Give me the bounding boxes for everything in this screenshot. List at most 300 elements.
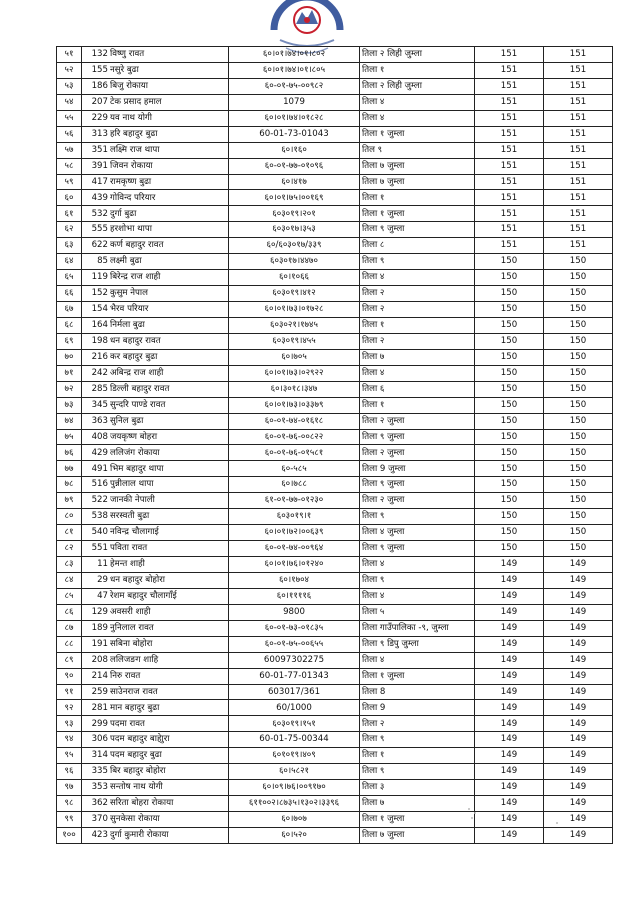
candidate-name-cell: भिम बहादुर थापा [109, 461, 229, 477]
address-cell: तिला ५ [360, 604, 475, 620]
serial-number-cell: ९३ [57, 716, 82, 732]
marks-total-cell: 150 [544, 286, 613, 302]
table-row [57, 732, 613, 748]
table-row [57, 748, 613, 764]
candidate-name-cell: मान बहादुर बुढा [109, 700, 229, 716]
address-cell: तिला १ [360, 62, 475, 78]
citizenship-number-cell: ६०३०१९।१ [229, 509, 360, 525]
roll-number-cell: 345 [82, 397, 110, 413]
address-cell: तिला 9 [360, 700, 475, 716]
roll-number-cell: 313 [82, 126, 110, 142]
marks-total-cell: 150 [544, 349, 613, 365]
serial-number-cell: ८० [57, 509, 82, 525]
roll-number-cell: 555 [82, 222, 110, 238]
citizenship-number-cell: ६०-०१-७४-०१६१८ [229, 413, 360, 429]
address-cell: तिला 8 [360, 684, 475, 700]
address-cell: तिला २ जुम्ला [360, 413, 475, 429]
marks-total-cell: 150 [544, 270, 613, 286]
address-cell: तिला ९ [360, 509, 475, 525]
address-cell: तिला ९ जुम्ला [360, 541, 475, 557]
candidate-name-cell: अबिन्द्र राज शाही [109, 365, 229, 381]
table-row [57, 557, 613, 573]
serial-number-cell: ६३ [57, 238, 82, 254]
scan-speck [474, 812, 476, 814]
marks-total-cell: 151 [544, 206, 613, 222]
marks-total-cell: 151 [544, 94, 613, 110]
serial-number-cell: ८४ [57, 572, 82, 588]
marks-total-cell: 150 [544, 493, 613, 509]
table-row [57, 190, 613, 206]
table-row [57, 333, 613, 349]
address-cell: तिला १ जुम्ला [360, 126, 475, 142]
marks-obtained-cell: 150 [475, 349, 544, 365]
candidate-name-cell: हरि बहादुर बुढा [109, 126, 229, 142]
marks-obtained-cell: 149 [475, 812, 544, 828]
marks-total-cell: 151 [544, 78, 613, 94]
citizenship-number-cell: ६०३०१७।३५३ [229, 222, 360, 238]
candidate-name-cell: सरिता बोहरा रोकाया [109, 796, 229, 812]
address-cell: तिला ९ डिपु जुम्ला [360, 636, 475, 652]
candidate-name-cell: ललिजंग राेकाया [109, 445, 229, 461]
marks-total-cell: 150 [544, 333, 613, 349]
marks-total-cell: 151 [544, 174, 613, 190]
citizenship-number-cell: ६०।५८२१ [229, 764, 360, 780]
marks-obtained-cell: 150 [475, 477, 544, 493]
marks-obtained-cell: 149 [475, 636, 544, 652]
marks-total-cell: 150 [544, 509, 613, 525]
marks-obtained-cell: 149 [475, 764, 544, 780]
marks-total-cell: 151 [544, 110, 613, 126]
table-row [57, 222, 613, 238]
citizenship-number-cell: ६०।१०६६ [229, 270, 360, 286]
citizenship-number-cell: ६०।११११६ [229, 588, 360, 604]
marks-obtained-cell: 150 [475, 365, 544, 381]
roll-number-cell: 229 [82, 110, 110, 126]
marks-total-cell: 149 [544, 732, 613, 748]
marks-total-cell: 150 [544, 413, 613, 429]
marks-total-cell: 151 [544, 190, 613, 206]
address-cell: तिला ९ जुम्ला [360, 222, 475, 238]
marks-obtained-cell: 151 [475, 222, 544, 238]
address-cell: तिला ४ [360, 110, 475, 126]
roll-number-cell: 299 [82, 716, 110, 732]
serial-number-cell: ७५ [57, 429, 82, 445]
roll-number-cell: 335 [82, 764, 110, 780]
marks-total-cell: 151 [544, 62, 613, 78]
address-cell: तिला ४ [360, 365, 475, 381]
address-cell: तिल ९ [360, 142, 475, 158]
citizenship-number-cell: ६०।०१।७३।०३३७९ [229, 397, 360, 413]
address-cell: तिला २ [360, 716, 475, 732]
address-cell: तिला २ लिही जुम्ला [360, 78, 475, 94]
citizenship-number-cell: 60-01-75-00344 [229, 732, 360, 748]
address-cell: तिला २ जुम्ला [360, 445, 475, 461]
marks-obtained-cell: 151 [475, 190, 544, 206]
serial-number-cell: ८६ [57, 604, 82, 620]
citizenship-number-cell: ६०।०१।७४।०१।८०५ [229, 62, 360, 78]
candidate-name-cell: पुन्नीलाल थापा [109, 477, 229, 493]
candidate-name-cell: गोविन्द परियार [109, 190, 229, 206]
marks-total-cell: 149 [544, 764, 613, 780]
address-cell: तिला १ जुम्ला [360, 668, 475, 684]
roll-number-cell: 155 [82, 62, 110, 78]
citizenship-number-cell: ६०१०१९।४०९ [229, 748, 360, 764]
candidate-name-cell: बिर बहादुर बोहोरा [109, 764, 229, 780]
roll-number-cell: 208 [82, 652, 110, 668]
citizenship-number-cell: 60-01-77-01343 [229, 668, 360, 684]
citizenship-number-cell: ६०/६०३०१७/३३९ [229, 238, 360, 254]
marks-obtained-cell: 149 [475, 588, 544, 604]
roll-number-cell: 551 [82, 541, 110, 557]
address-cell: तिला ७ जुम्ला [360, 158, 475, 174]
marks-obtained-cell: 150 [475, 525, 544, 541]
marks-obtained-cell: 151 [475, 206, 544, 222]
candidate-name-cell: धन बहादुर रावत [109, 333, 229, 349]
marks-obtained-cell: 149 [475, 700, 544, 716]
candidate-name-cell: पदमा रावत [109, 716, 229, 732]
marks-obtained-cell: 150 [475, 270, 544, 286]
serial-number-cell: ५६ [57, 126, 82, 142]
citizenship-number-cell: ६०-०१-७३-०१८३५ [229, 620, 360, 636]
marks-obtained-cell: 151 [475, 47, 544, 63]
table-row [57, 827, 613, 843]
citizenship-number-cell: ६०।०१।७६।०१२४० [229, 557, 360, 573]
citizenship-number-cell: ६११००२।८७३५।१३०२।३३९६ [229, 796, 360, 812]
serial-number-cell: ५१ [57, 47, 82, 63]
marks-obtained-cell: 151 [475, 110, 544, 126]
candidate-name-cell: जानकी नेपाली [109, 493, 229, 509]
serial-number-cell: ६६ [57, 286, 82, 302]
table-row [57, 429, 613, 445]
marks-obtained-cell: 149 [475, 668, 544, 684]
address-cell: तिला ४ [360, 270, 475, 286]
roll-number-cell: 491 [82, 461, 110, 477]
marks-total-cell: 149 [544, 620, 613, 636]
marks-obtained-cell: 151 [475, 94, 544, 110]
table-row [57, 110, 613, 126]
address-cell: तिला १ जुम्ला [360, 206, 475, 222]
candidate-name-cell: पदम बहादुर बुढा [109, 748, 229, 764]
serial-number-cell: ७४ [57, 413, 82, 429]
roll-number-cell: 522 [82, 493, 110, 509]
table-row [57, 700, 613, 716]
marks-total-cell: 150 [544, 381, 613, 397]
table-row [57, 541, 613, 557]
serial-number-cell: ६९ [57, 333, 82, 349]
marks-total-cell: 149 [544, 588, 613, 604]
address-cell: तिला ४ [360, 94, 475, 110]
marks-obtained-cell: 151 [475, 174, 544, 190]
marks-total-cell: 150 [544, 397, 613, 413]
roll-number-cell: 191 [82, 636, 110, 652]
serial-number-cell: ९९ [57, 812, 82, 828]
citizenship-number-cell: 603017/361 [229, 684, 360, 700]
roll-number-cell: 29 [82, 572, 110, 588]
table-row [57, 413, 613, 429]
serial-number-cell: ८७ [57, 620, 82, 636]
serial-number-cell: ८१ [57, 525, 82, 541]
table-row [57, 525, 613, 541]
table-row [57, 588, 613, 604]
table-row [57, 238, 613, 254]
marks-total-cell: 149 [544, 700, 613, 716]
roll-number-cell: 540 [82, 525, 110, 541]
roll-number-cell: 164 [82, 317, 110, 333]
address-cell: तिला ८ [360, 238, 475, 254]
marks-obtained-cell: 150 [475, 381, 544, 397]
citizenship-number-cell: 9800 [229, 604, 360, 620]
candidate-name-cell: यव नाथ योगी [109, 110, 229, 126]
address-cell: तिला ४ [360, 588, 475, 604]
table-row [57, 365, 613, 381]
marks-obtained-cell: 149 [475, 748, 544, 764]
address-cell: तिला १ [360, 397, 475, 413]
serial-number-cell: ६१ [57, 206, 82, 222]
marks-total-cell: 149 [544, 812, 613, 828]
marks-total-cell: 150 [544, 429, 613, 445]
roll-number-cell: 423 [82, 827, 110, 843]
roll-number-cell: 281 [82, 700, 110, 716]
roll-number-cell: 306 [82, 732, 110, 748]
citizenship-number-cell: ६०।०१।७५।००१६९ [229, 190, 360, 206]
citizenship-number-cell: ६०।०१।७३।०१७२८ [229, 302, 360, 318]
roll-number-cell: 353 [82, 780, 110, 796]
citizenship-number-cell: ६०-०१-७६-०१५८१ [229, 445, 360, 461]
citizenship-number-cell: ६०-०१-७५-००६५५ [229, 636, 360, 652]
citizenship-number-cell: ६०।१७०४ [229, 572, 360, 588]
candidate-name-cell: बिरेन्द्र राज शाही [109, 270, 229, 286]
table-row [57, 716, 613, 732]
serial-number-cell: ५४ [57, 94, 82, 110]
marks-obtained-cell: 150 [475, 413, 544, 429]
scan-speck [556, 822, 558, 824]
marks-obtained-cell: 149 [475, 684, 544, 700]
marks-total-cell: 151 [544, 158, 613, 174]
marks-obtained-cell: 149 [475, 796, 544, 812]
results-table [56, 46, 613, 844]
marks-obtained-cell: 151 [475, 238, 544, 254]
serial-number-cell: ९७ [57, 780, 82, 796]
table-row [57, 47, 613, 63]
citizenship-number-cell: ६०३०१९।१५१ [229, 716, 360, 732]
marks-obtained-cell: 151 [475, 62, 544, 78]
address-cell: तिला २ [360, 302, 475, 318]
table-row [57, 302, 613, 318]
roll-number-cell: 198 [82, 333, 110, 349]
candidate-name-cell: कर्ण बहादुर रावत [109, 238, 229, 254]
roll-number-cell: 214 [82, 668, 110, 684]
address-cell: तिला ९ [360, 764, 475, 780]
marks-total-cell: 149 [544, 572, 613, 588]
candidate-name-cell: रेशम बहादुर चौलागाँई [109, 588, 229, 604]
table-row [57, 764, 613, 780]
marks-obtained-cell: 149 [475, 604, 544, 620]
marks-obtained-cell: 150 [475, 509, 544, 525]
citizenship-number-cell: ६०।१६० [229, 142, 360, 158]
serial-number-cell: ८८ [57, 636, 82, 652]
roll-number-cell: 622 [82, 238, 110, 254]
candidate-name-cell: विष्णु रावत [109, 47, 229, 63]
serial-number-cell: ५८ [57, 158, 82, 174]
candidate-name-cell: साउेनराज रावत [109, 684, 229, 700]
citizenship-number-cell: ६०३०१९।४१२ [229, 286, 360, 302]
roll-number-cell: 47 [82, 588, 110, 604]
address-cell: तिला गाउँपालिका -९, जुम्ला [360, 620, 475, 636]
table-row [57, 349, 613, 365]
citizenship-number-cell: ६०।५२० [229, 827, 360, 843]
table-row [57, 509, 613, 525]
serial-number-cell: ५९ [57, 174, 82, 190]
serial-number-cell: ९८ [57, 796, 82, 812]
citizenship-number-cell: ६०३०१९।४५५ [229, 333, 360, 349]
address-cell: तिला ९ जुम्ला [360, 429, 475, 445]
candidate-name-cell: कर बहादुर बुढा [109, 349, 229, 365]
serial-number-cell: ९२ [57, 700, 82, 716]
candidate-name-cell: टेक प्रसाद हमाल [109, 94, 229, 110]
serial-number-cell: ९४ [57, 732, 82, 748]
marks-total-cell: 149 [544, 684, 613, 700]
marks-total-cell: 149 [544, 636, 613, 652]
address-cell: तिला ४ [360, 652, 475, 668]
marks-total-cell: 150 [544, 317, 613, 333]
citizenship-number-cell: ६०-०१-७७-०१०९६ [229, 158, 360, 174]
marks-obtained-cell: 149 [475, 827, 544, 843]
roll-number-cell: 207 [82, 94, 110, 110]
serial-number-cell: ७० [57, 349, 82, 365]
marks-obtained-cell: 150 [475, 286, 544, 302]
table-row [57, 94, 613, 110]
serial-number-cell: ८५ [57, 588, 82, 604]
table-row [57, 636, 613, 652]
citizenship-number-cell: ६०-०१-७६-००८२२ [229, 429, 360, 445]
roll-number-cell: 538 [82, 509, 110, 525]
candidate-name-cell: दुर्गा कुमारी रोकाया [109, 827, 229, 843]
citizenship-number-cell: ६०।७०५ [229, 349, 360, 365]
serial-number-cell: ८२ [57, 541, 82, 557]
marks-total-cell: 150 [544, 461, 613, 477]
serial-number-cell: ७९ [57, 493, 82, 509]
roll-number-cell: 391 [82, 158, 110, 174]
marks-obtained-cell: 149 [475, 732, 544, 748]
table-row [57, 206, 613, 222]
address-cell: तिला १ [360, 190, 475, 206]
marks-obtained-cell: 150 [475, 461, 544, 477]
marks-obtained-cell: 149 [475, 652, 544, 668]
citizenship-number-cell: 1079 [229, 94, 360, 110]
table-row [57, 397, 613, 413]
roll-number-cell: 186 [82, 78, 110, 94]
roll-number-cell: 516 [82, 477, 110, 493]
candidate-name-cell: सुनिल बुढा [109, 413, 229, 429]
citizenship-number-cell: ६०।०१।७३।०२९२२ [229, 365, 360, 381]
citizenship-number-cell: ६०३०१९।२०१ [229, 206, 360, 222]
roll-number-cell: 429 [82, 445, 110, 461]
address-cell: तिला २ [360, 333, 475, 349]
roll-number-cell: 285 [82, 381, 110, 397]
serial-number-cell: ६२ [57, 222, 82, 238]
table-row [57, 317, 613, 333]
address-cell: तिला २ लिही जुम्ला [360, 47, 475, 63]
serial-number-cell: ७८ [57, 477, 82, 493]
serial-number-cell: ७१ [57, 365, 82, 381]
candidate-name-cell: सुन्दरि पाण्डे रावत [109, 397, 229, 413]
candidate-name-cell: सरस्वती बुढा [109, 509, 229, 525]
table-row [57, 780, 613, 796]
roll-number-cell: 189 [82, 620, 110, 636]
marks-obtained-cell: 151 [475, 142, 544, 158]
address-cell: तिला २ [360, 286, 475, 302]
marks-obtained-cell: 150 [475, 254, 544, 270]
marks-total-cell: 149 [544, 796, 613, 812]
table-row [57, 604, 613, 620]
marks-total-cell: 150 [544, 541, 613, 557]
marks-total-cell: 149 [544, 748, 613, 764]
citizenship-number-cell: ६०।०१।७४।०१८२८ [229, 110, 360, 126]
address-cell: तिला ७ [360, 349, 475, 365]
address-cell: तिला ९ [360, 572, 475, 588]
citizenship-number-cell: ६०३०२१।१७४५ [229, 317, 360, 333]
serial-number-cell: ५५ [57, 110, 82, 126]
candidate-name-cell: अवसरी शाही [109, 604, 229, 620]
candidate-name-cell: सबिना बोहोरा [109, 636, 229, 652]
citizenship-number-cell: ६०।०९।७६।००९१७० [229, 780, 360, 796]
candidate-name-cell: निरु रावत [109, 668, 229, 684]
marks-obtained-cell: 149 [475, 572, 544, 588]
serial-number-cell: ६४ [57, 254, 82, 270]
marks-total-cell: 150 [544, 525, 613, 541]
serial-number-cell: ८३ [57, 557, 82, 573]
table-row [57, 445, 613, 461]
citizenship-number-cell: ६०-५८५ [229, 461, 360, 477]
roll-number-cell: 154 [82, 302, 110, 318]
marks-obtained-cell: 150 [475, 302, 544, 318]
marks-total-cell: 149 [544, 652, 613, 668]
address-cell: तिला ७ जुम्ला [360, 174, 475, 190]
address-cell: तिला १ जुम्ला [360, 812, 475, 828]
marks-total-cell: 151 [544, 238, 613, 254]
table-row [57, 572, 613, 588]
candidate-name-cell: ललिजङग शाहि [109, 652, 229, 668]
serial-number-cell: ७३ [57, 397, 82, 413]
roll-number-cell: 362 [82, 796, 110, 812]
candidate-name-cell: पविता रावत [109, 541, 229, 557]
marks-obtained-cell: 150 [475, 445, 544, 461]
roll-number-cell: 408 [82, 429, 110, 445]
marks-obtained-cell: 150 [475, 333, 544, 349]
roll-number-cell: 119 [82, 270, 110, 286]
roll-number-cell: 351 [82, 142, 110, 158]
table-row [57, 142, 613, 158]
candidate-name-cell: लक्ष्मी बुढा [109, 254, 229, 270]
roll-number-cell: 532 [82, 206, 110, 222]
serial-number-cell: ९१ [57, 684, 82, 700]
table-row [57, 684, 613, 700]
serial-number-cell: ५२ [57, 62, 82, 78]
address-cell: तिला 9 जुम्ला [360, 461, 475, 477]
roll-number-cell: 152 [82, 286, 110, 302]
table-row [57, 286, 613, 302]
table-row [57, 477, 613, 493]
citizenship-number-cell: ६०।३०१८।३४७ [229, 381, 360, 397]
marks-total-cell: 149 [544, 716, 613, 732]
citizenship-number-cell: ६१-०१-७७-०१२३० [229, 493, 360, 509]
address-cell: तिला ४ [360, 557, 475, 573]
candidate-name-cell: नविन्द्र चौलागाई [109, 525, 229, 541]
address-cell: तिला ६ [360, 381, 475, 397]
marks-obtained-cell: 150 [475, 317, 544, 333]
candidate-name-cell: दुर्गा बुढा [109, 206, 229, 222]
address-cell: तिला ९ [360, 254, 475, 270]
